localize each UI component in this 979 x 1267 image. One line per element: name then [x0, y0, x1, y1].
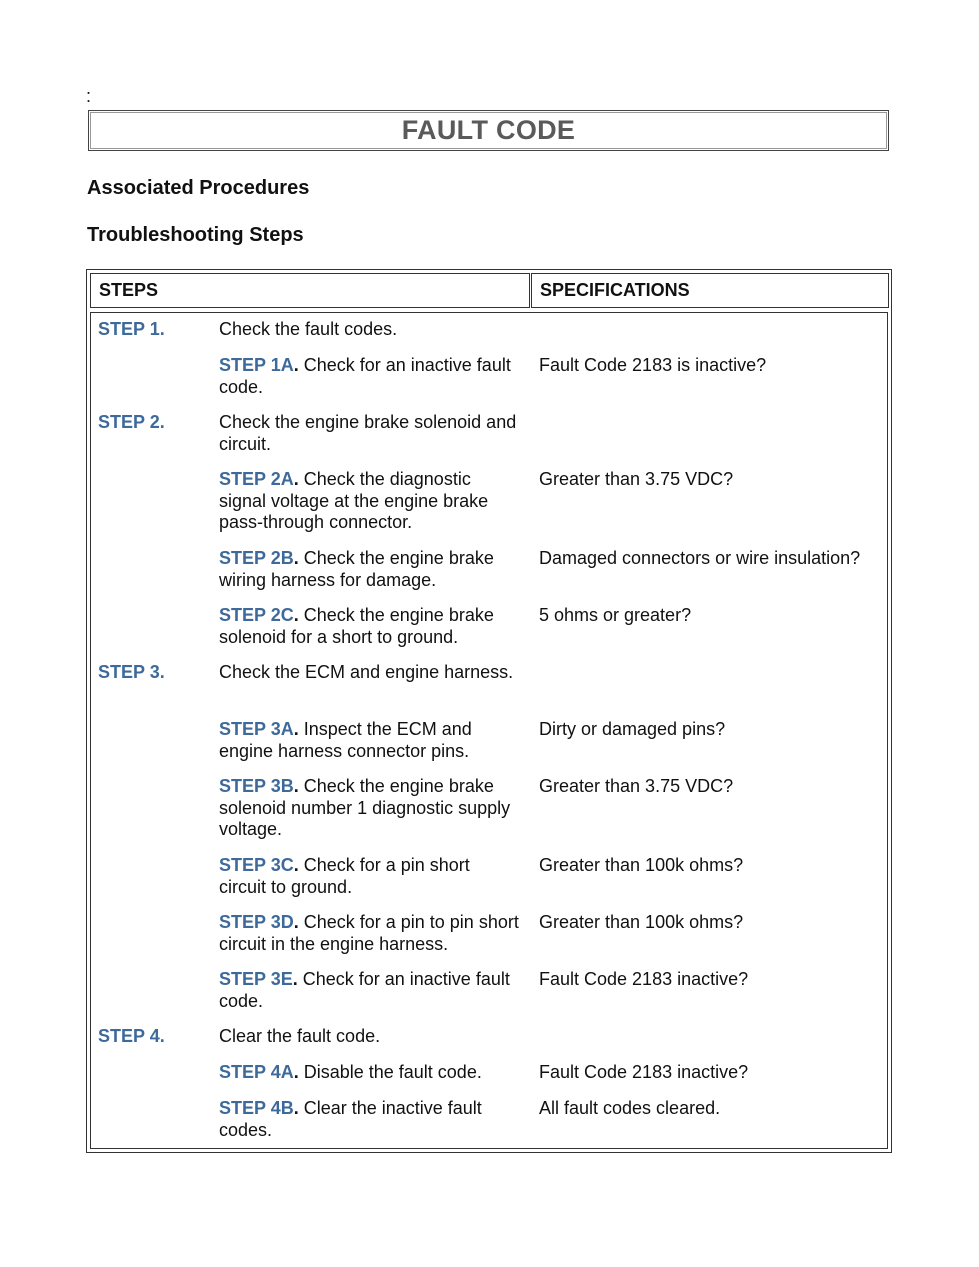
- associated-procedures-heading: Associated Procedures: [87, 177, 310, 199]
- step-text: Check the engine brake solenoid and circuit.: [219, 412, 517, 454]
- substep-text: STEP 4A. Disable the fault code.: [219, 1062, 482, 1082]
- spec-text: Fault Code 2183 inactive?: [539, 1062, 749, 1082]
- substep-label[interactable]: STEP 4A: [219, 1062, 294, 1082]
- substep-description: Check for a pin to pin short circuit in the engine harness.: [219, 912, 519, 954]
- step-text: Check the fault codes.: [219, 319, 398, 339]
- spec-text: Dirty or damaged pins?: [539, 719, 726, 739]
- header-steps: STEPS: [90, 273, 530, 308]
- substep-text: STEP 3B. Check the engine brake solenoid number 1 diagnostic supply voltage.: [219, 776, 511, 839]
- step-text: Clear the fault code.: [219, 1026, 381, 1046]
- substep-description: Check the engine brake solenoid for a short to ground.: [219, 605, 494, 647]
- step-label[interactable]: STEP 4.: [98, 1026, 165, 1046]
- substep-text: STEP 1A. Check for an inactive fault code.: [219, 355, 511, 397]
- substep-label[interactable]: STEP 3D: [219, 912, 294, 932]
- header-specifications: SPECIFICATIONS: [531, 273, 889, 308]
- substep-text: STEP 3A. Inspect the ECM and engine harness connector pins.: [219, 719, 472, 761]
- substep-text: STEP 3D. Check for a pin to pin short circuit in the engine harness.: [219, 912, 519, 954]
- spec-text: Fault Code 2183 is inactive?: [539, 355, 767, 375]
- step-label[interactable]: STEP 3.: [98, 662, 165, 682]
- spec-text: Greater than 3.75 VDC?: [539, 469, 734, 489]
- substep-description: Check for an inactive fault code.: [219, 969, 510, 1011]
- substep-label[interactable]: STEP 3E: [219, 969, 293, 989]
- substep-description: Check for a pin short circuit to ground.: [219, 855, 470, 897]
- substep-text: STEP 2A. Check the diagnostic signal voltage at the engine brake pass-through connector.: [219, 469, 489, 532]
- substep-label[interactable]: STEP 2B: [219, 548, 294, 568]
- substep-label[interactable]: STEP 1A: [219, 355, 294, 375]
- step-label[interactable]: STEP 2.: [98, 412, 165, 432]
- substep-description: Inspect the ECM and engine harness connector pins.: [219, 719, 472, 761]
- spec-text: Damaged connectors or wire insulation?: [539, 548, 861, 568]
- substep-description: Check the engine brake solenoid number 1 diagnostic supply voltage.: [219, 776, 511, 839]
- substep-description: Clear the inactive fault codes.: [219, 1098, 482, 1140]
- page-title: FAULT CODE: [401, 115, 576, 145]
- substep-text: STEP 2B. Check the engine brake wiring harness for damage.: [219, 548, 494, 590]
- colon-mark: :: [86, 86, 92, 106]
- step-label[interactable]: STEP 1.: [98, 319, 165, 339]
- substep-label[interactable]: STEP 2C: [219, 605, 294, 625]
- substep-description: Check the engine brake wiring harness for damage.: [219, 548, 494, 590]
- substep-label[interactable]: STEP 3C: [219, 855, 294, 875]
- substep-label[interactable]: STEP 3A: [219, 719, 294, 739]
- table-body: [90, 312, 888, 1149]
- spec-text: Fault Code 2183 inactive?: [539, 969, 749, 989]
- spec-text: Greater than 3.75 VDC?: [539, 776, 734, 796]
- spec-text: 5 ohms or greater?: [539, 605, 692, 625]
- substep-text: STEP 2C. Check the engine brake solenoid for a short to ground.: [219, 605, 494, 647]
- substep-label[interactable]: STEP 3B: [219, 776, 294, 796]
- substep-label[interactable]: STEP 2A: [219, 469, 294, 489]
- substep-description: Disable the fault code.: [303, 1062, 482, 1082]
- title-box: [88, 110, 889, 151]
- troubleshooting-table: [86, 269, 892, 1153]
- substep-text: STEP 3C. Check for a pin short circuit to ground.: [219, 855, 470, 897]
- substep-description: Check the diagnostic signal voltage at the engine brake pass-through connector.: [219, 469, 489, 532]
- substep-label[interactable]: STEP 4B: [219, 1098, 294, 1118]
- step-text: Check the ECM and engine harness.: [219, 662, 514, 682]
- spec-text: Greater than 100k ohms?: [539, 912, 744, 932]
- spec-text: All fault codes cleared.: [539, 1098, 721, 1118]
- substep-text: STEP 4B. Clear the inactive fault codes.: [219, 1098, 482, 1140]
- substep-description: Check for an inactive fault code.: [219, 355, 511, 397]
- spec-text: Greater than 100k ohms?: [539, 855, 744, 875]
- substep-text: STEP 3E. Check for an inactive fault code.: [219, 969, 510, 1011]
- troubleshooting-steps-heading: Troubleshooting Steps: [87, 224, 304, 246]
